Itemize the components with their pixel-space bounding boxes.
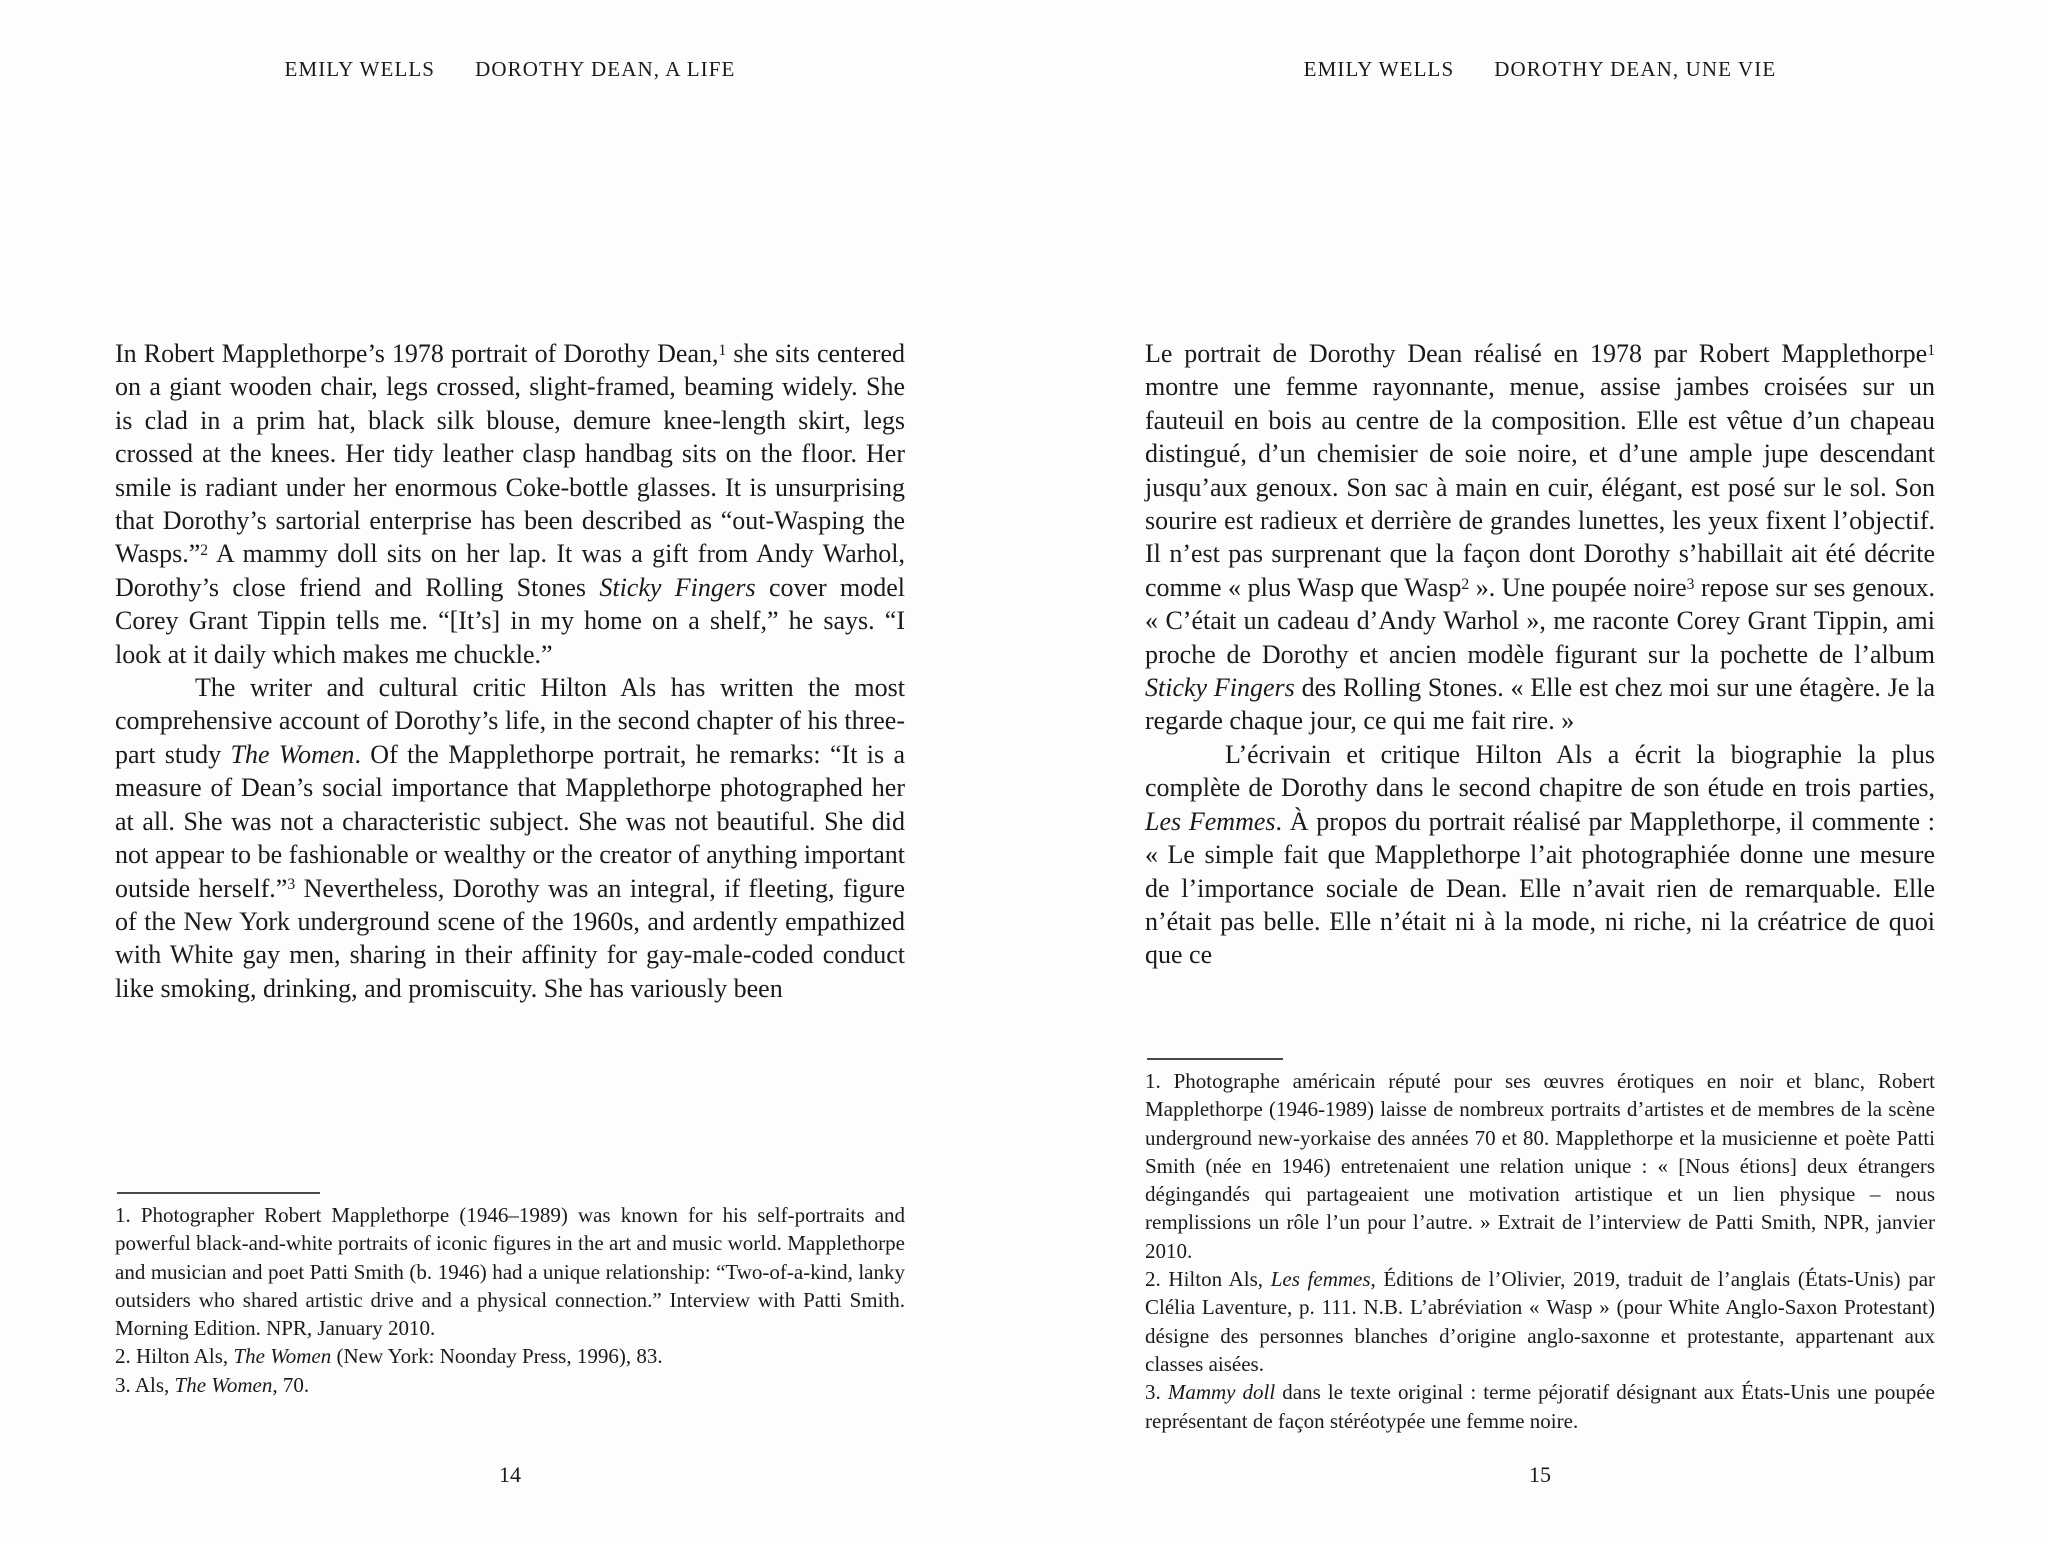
body-text-right [1145, 337, 1935, 972]
text-run: she sits centered on a giant wooden chair, legs crossed, slight-framed, beaming widely. She is clad in a prim hat, black silk blouse, demure knee-length skirt, legs crossed at the knees. Her tidy leather clasp handbag sits on the floor. Her smile is radiant under her enormous Coke-bottle glasses. It is unsurprising that Dorothy’s sartorial enterprise has been described as “out-Wasping the Wasps.” [115, 339, 905, 569]
text-run: 2. Hilton Als, [1145, 1267, 1271, 1292]
running-head-left [115, 57, 905, 82]
paragraph-1 [1145, 337, 1935, 738]
running-head-author: EMILY WELLS [1303, 57, 1455, 81]
text-run: A mammy doll sits on her lap. It was a gift from Andy Warhol, Dorothy’s close friend and Rolling Stones [115, 539, 905, 602]
italic-text: The Women [230, 739, 355, 769]
footnote-1 [1145, 1067, 1935, 1265]
text-run: (New York: Noonday Press, 1996), 83. [331, 1344, 663, 1369]
footnotes-right [1145, 1067, 1935, 1435]
running-head-author: EMILY WELLS [284, 57, 436, 81]
page-right [1145, 0, 1935, 1543]
italic-text: Sticky Fingers [599, 572, 756, 602]
text-run: Le portrait de Dorothy Dean réalisé en 1978 par Robert Mapplethorpe [1145, 339, 1928, 368]
text-run: ». Une poupée noire [1469, 572, 1687, 602]
page-left [115, 0, 905, 1543]
footnote-rule-left [117, 1192, 320, 1194]
text-run: . À propos du portrait réalisé par Mapplethorpe, il commente : « Le simple fait que Mapplethorpe l’ait photographiée donne une mesure de l’importance sociale de Dean. Elle n’avait rien de remarquable. Elle n’était pas belle. Elle n’était ni à la mode, ni riche, ni la créatrice de quoi que ce [1145, 806, 1935, 970]
text-run: montre une femme rayonnante, menue, assise jambes croisées sur un fauteuil en bois au centre de la composition. Elle est vêtue d’un chapeau distingué, d’un chemisier de soie noire, et d’une ample jupe descendant jusqu’aux genoux. Son sac à main en cuir, élégant, est posé sur le sol. Son sourire est radieux et derrière de grandes lunettes, les yeux fixent l’objectif. Il n’est pas surprenant que la façon dont Dorothy s’habillait ait été décrite comme « plus Wasp que Wasp [1145, 372, 1935, 602]
text-run: 2. Hilton Als, [115, 1344, 234, 1369]
footnote-reference: 2 [200, 542, 209, 560]
text-run: cover model Corey Grant Tippin tells me. “[It’s] in my home on a shelf,” he says. “I look at it daily which makes me chuckle.” [115, 572, 905, 669]
body-text-left [115, 337, 905, 1005]
paragraph-2 [1145, 738, 1935, 972]
page-number-left: 14 [499, 1462, 521, 1487]
italic-text: Les femmes [1270, 1267, 1371, 1292]
paragraph-1 [115, 337, 905, 671]
text-run: 3. [1145, 1380, 1168, 1405]
running-head-right [1145, 57, 1935, 82]
footnote-reference: 1 [718, 341, 727, 359]
footnote-1 [115, 1201, 905, 1342]
text-run: The writer and cultural critic Hilton Als has written the most comprehensive account of Dorothy’s life, in the second chapter of his three-part study [115, 673, 905, 769]
italic-text: The Women [233, 1344, 332, 1369]
footnote-3 [1145, 1378, 1935, 1435]
footnote-rule-right [1147, 1058, 1283, 1060]
italic-text: Mammy doll [1167, 1380, 1276, 1405]
paragraph-2 [115, 671, 905, 1005]
footnote-3 [115, 1371, 905, 1399]
footnote-reference: 2 [1461, 575, 1470, 593]
italic-text: Les Femmes [1145, 806, 1276, 836]
text-run: Nevertheless, Dorothy was an integral, if fleeting, figure of the New York underground scene of the 1960s, and ardently empathized with White gay men, sharing in their affinity for gay-male-coded conduct like smoking, drinking, and promiscuity. She has variously been [115, 873, 905, 1003]
footnote-reference: 1 [1927, 341, 1935, 359]
footnote-2 [115, 1342, 905, 1370]
text-run: 1. Photographe américain réputé pour ses œuvres érotiques en noir et blanc, Robert Mapplethorpe (1946-1989) laisse de nombreux portraits d’artistes et de membres de la scène underground new-yorkaise des années 70 et 80. Mapplethorpe et la musicienne et poète Patti Smith (née en 1946) entretenaient une relation unique : « [Nous étions] deux étrangers dégingandés qui partageaient une motivation artistique et un lien physique – nous remplissions un rôle l’un pour l’autre. » Extrait de l’interview de Patti Smith, NPR, janvier 2010. [1145, 1069, 1935, 1263]
text-run: dans le texte original : terme péjoratif désignant aux États-Unis une poupée représentant de façon stéréotypée une femme noire. [1145, 1380, 1936, 1433]
footnotes-left [115, 1201, 905, 1399]
italic-text: The Women [174, 1372, 273, 1397]
text-run: 3. Als, [115, 1372, 175, 1397]
text-run: . Of the Mapplethorpe portrait, he remarks: “It is a measure of Dean’s social importance that Mapplethorpe photographed her at all. She was not a characteristic subject. She was not beautiful. She did not appear to be fashionable or wealthy or the creator of anything important outside herself.” [115, 739, 906, 903]
page-number-right: 15 [1529, 1462, 1551, 1487]
italic-text: Sticky Fingers [1145, 673, 1295, 703]
text-run: , Éditions de l’Olivier, 2019, traduit de l’anglais (États-Unis) par Clélia Laventure, p. 111. N.B. L’abréviation « Wasp » (pour White Anglo-Saxon Protestant) désigne des personnes blanches d’origine anglo-saxonne et protestante, appartenant aux classes aisées. [1145, 1267, 1936, 1376]
running-head-title: DOROTHY DEAN, A LIFE [475, 57, 736, 81]
text-run: 1. Photographer Robert Mapplethorpe (1946–1989) was known for his self-portraits and powerful black-and-white portraits of iconic figures in the art and music world. Mapplethorpe and musician and poet Patti Smith (b. 1946) had a unique relationship: “Two-of-a-kind, lanky outsiders who shared artistic drive and a physical connection.” Interview with Patti Smith. Morning Edition. NPR, January 2010. [115, 1203, 905, 1341]
text-run: des Rolling Stones. « Elle est chez moi sur une étagère. Je la regarde chaque jour, ce qui me fait rire. » [1145, 673, 1935, 736]
text-run: L’écrivain et critique Hilton Als a écrit la biographie la plus complète de Dorothy dans le second chapitre de son étude en trois parties, [1145, 739, 1935, 803]
text-run: , 70. [272, 1372, 310, 1397]
footnote-reference: 3 [1686, 575, 1695, 593]
text-run: In Robert Mapplethorpe’s 1978 portrait of Dorothy Dean, [115, 339, 719, 368]
text-run: repose sur ses genoux. « C’était un cadeau d’Andy Warhol », me raconte Corey Grant Tippin, ami proche de Dorothy et ancien modèle figurant sur la pochette de l’album [1145, 572, 1936, 669]
footnote-2 [1145, 1265, 1935, 1378]
footnote-reference: 3 [287, 876, 296, 894]
running-head-title: DOROTHY DEAN, UNE VIE [1494, 57, 1777, 81]
